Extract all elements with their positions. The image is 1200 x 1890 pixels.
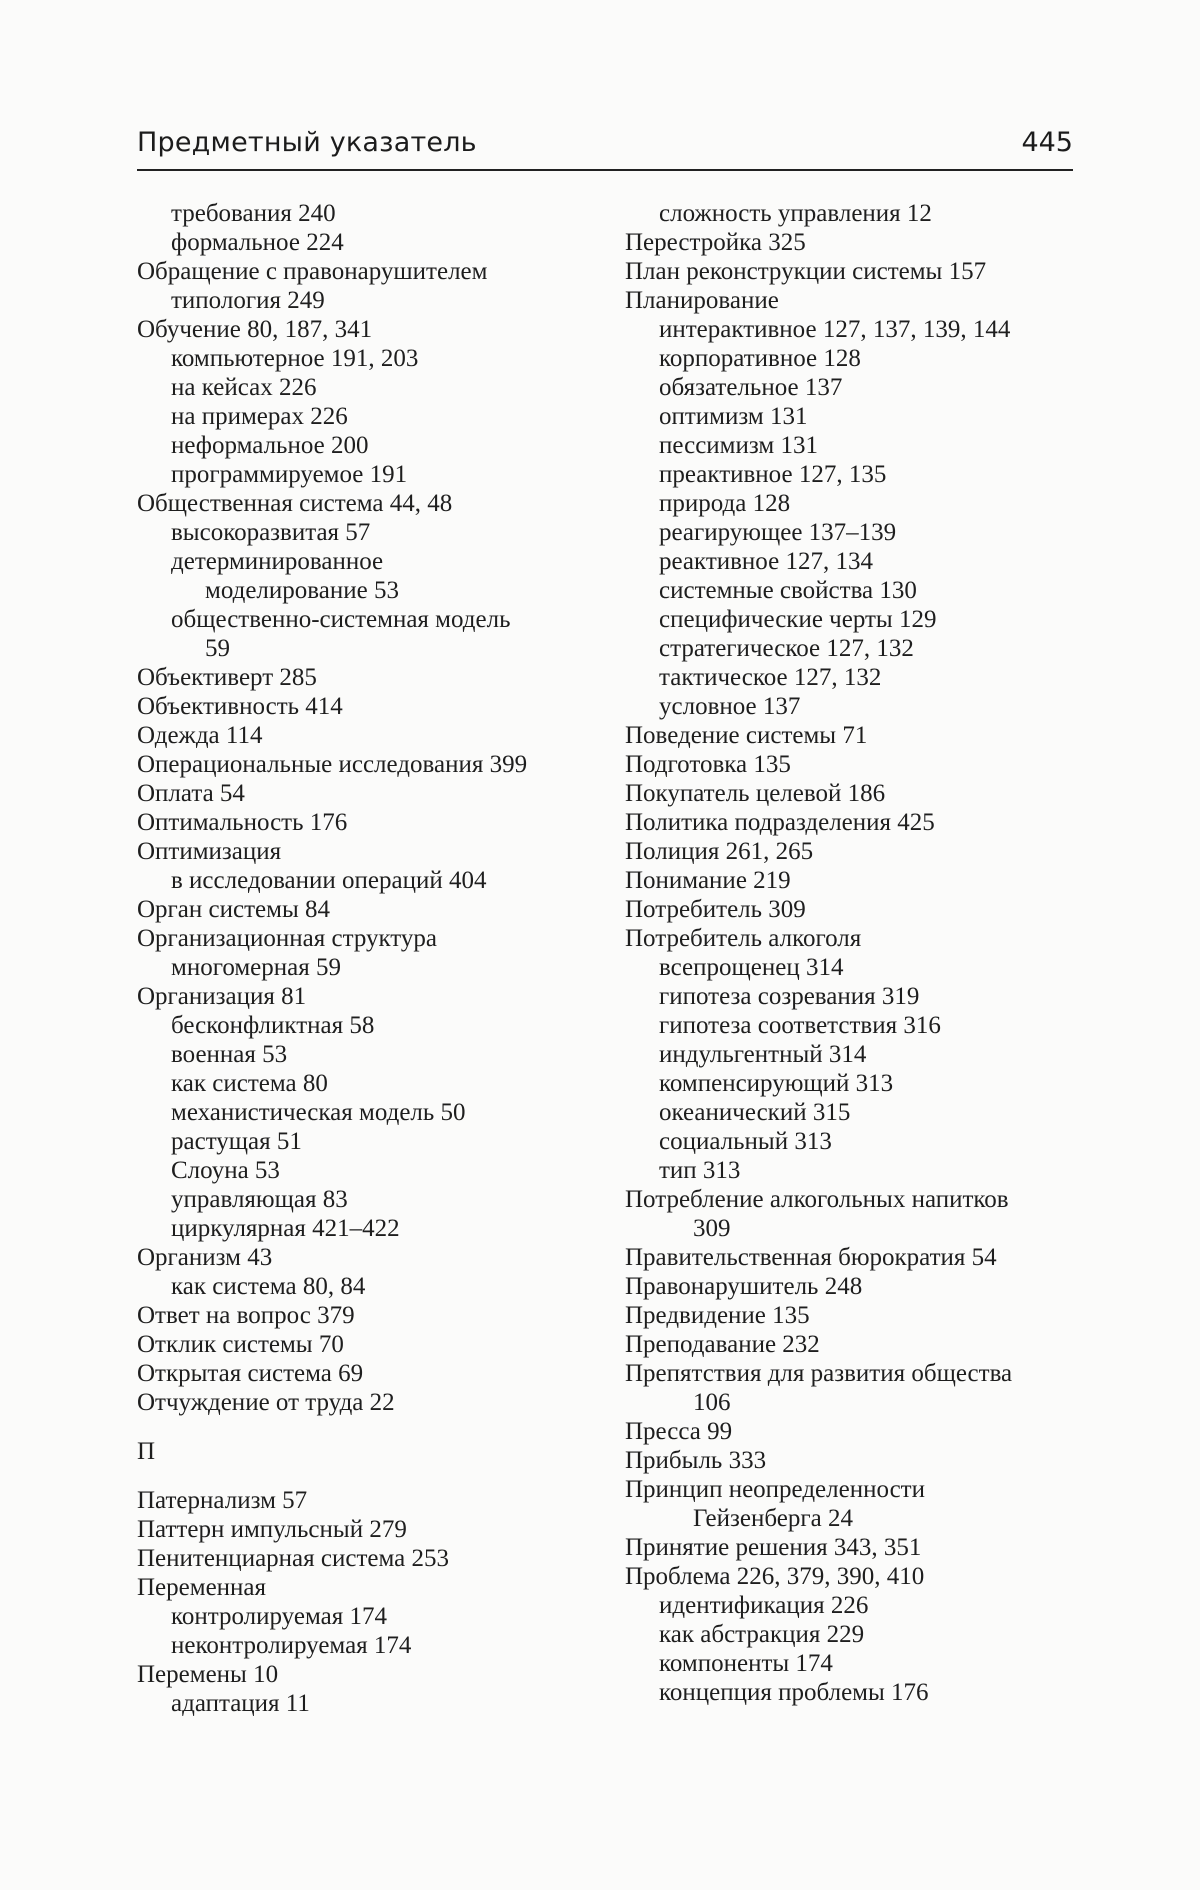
index-subentry: контролируемая 174 bbox=[171, 1603, 387, 1630]
index-subentry: в исследовании операций 404 bbox=[171, 867, 487, 894]
index-subentry: Гейзенберга 24 bbox=[693, 1505, 853, 1532]
index-entry: Объективерт 285 bbox=[137, 664, 317, 691]
index-column-right bbox=[625, 199, 1085, 1707]
index-entry: Потребление алкогольных напитков bbox=[625, 1186, 1009, 1213]
index-subentry: идентификация 226 bbox=[659, 1592, 869, 1619]
index-subentry: как абстракция 229 bbox=[659, 1621, 865, 1648]
letter-gap bbox=[137, 1417, 597, 1437]
index-entry: Оптимизация bbox=[137, 838, 282, 865]
index-subentry: природа 128 bbox=[659, 490, 791, 517]
index-subentry: управляющая 83 bbox=[171, 1186, 348, 1213]
index-entry: Политика подразделения 425 bbox=[625, 809, 935, 836]
index-entry: Принцип неопределенности bbox=[625, 1476, 925, 1503]
index-entry: Пресса 99 bbox=[625, 1418, 733, 1445]
letter-gap bbox=[137, 1466, 597, 1486]
index-subentry: обязательное 137 bbox=[659, 374, 843, 401]
index-subentry: на кейсах 226 bbox=[171, 374, 317, 401]
index-subentry: военная 53 bbox=[171, 1041, 288, 1068]
index-subentry: неформальное 200 bbox=[171, 432, 369, 459]
index-entry: Переменная bbox=[137, 1574, 267, 1601]
index-entry: Оплата 54 bbox=[137, 780, 245, 807]
index-entry: Прибыль 333 bbox=[625, 1447, 767, 1474]
index-entry: Обучение 80, 187, 341 bbox=[137, 316, 373, 343]
index-entry: Понимание 219 bbox=[625, 867, 791, 894]
index-subentry: на примерах 226 bbox=[171, 403, 348, 430]
index-subentry: 106 bbox=[693, 1389, 731, 1416]
index-entry: Предвидение 135 bbox=[625, 1302, 810, 1329]
index-subentry: адаптация 11 bbox=[171, 1690, 310, 1717]
index-entry: Ответ на вопрос 379 bbox=[137, 1302, 355, 1329]
index-entry: Организм 43 bbox=[137, 1244, 273, 1271]
index-subentry: высокоразвитая 57 bbox=[171, 519, 371, 546]
index-subentry: специфические черты 129 bbox=[659, 606, 937, 633]
index-subentry: моделирование 53 bbox=[205, 577, 399, 604]
index-subentry: как система 80, 84 bbox=[171, 1273, 366, 1300]
index-subentry: индульгентный 314 bbox=[659, 1041, 867, 1068]
index-subentry: реактивное 127, 134 bbox=[659, 548, 873, 575]
index-subentry: требования 240 bbox=[171, 200, 336, 227]
index-entry: Оптимальность 176 bbox=[137, 809, 348, 836]
index-entry: Объективность 414 bbox=[137, 693, 343, 720]
index-subentry: стратегическое 127, 132 bbox=[659, 635, 914, 662]
index-subentry: механистическая модель 50 bbox=[171, 1099, 466, 1126]
index-subentry: тип 313 bbox=[659, 1157, 741, 1184]
index-entry: Преподавание 232 bbox=[625, 1331, 820, 1358]
index-entry: Операциональные исследования 399 bbox=[137, 751, 528, 778]
index-subentry: детерминированное bbox=[171, 548, 384, 575]
index-entry: Подготовка 135 bbox=[625, 751, 791, 778]
index-entry: Организация 81 bbox=[137, 983, 307, 1010]
index-entry: Общественная система 44, 48 bbox=[137, 490, 453, 517]
index-subentry: многомерная 59 bbox=[171, 954, 341, 981]
page-header bbox=[137, 127, 1073, 171]
index-subentry: условное 137 bbox=[659, 693, 801, 720]
index-subentry: компьютерное 191, 203 bbox=[171, 345, 419, 372]
index-subentry: типология 249 bbox=[171, 287, 325, 314]
index-entry: Отклик системы 70 bbox=[137, 1331, 344, 1358]
index-subentry: растущая 51 bbox=[171, 1128, 302, 1155]
index-subentry: тактическое 127, 132 bbox=[659, 664, 882, 691]
index-entry: Полиция 261, 265 bbox=[625, 838, 814, 865]
index-subentry: корпоративное 128 bbox=[659, 345, 861, 372]
index-subentry: 59 bbox=[205, 635, 230, 662]
index-entry: Планирование bbox=[625, 287, 779, 314]
index-entry: Потребитель алкоголя bbox=[625, 925, 862, 952]
index-subentry: компоненты 174 bbox=[659, 1650, 833, 1677]
index-column-left bbox=[137, 199, 597, 1718]
index-entry: Препятствия для развития общества bbox=[625, 1360, 1013, 1387]
index-subentry: общественно-системная модель bbox=[171, 606, 511, 633]
index-subentry: неконтролируемая 174 bbox=[171, 1632, 412, 1659]
index-entry: Открытая система 69 bbox=[137, 1360, 364, 1387]
index-subentry: интерактивное 127, 137, 139, 144 bbox=[659, 316, 1011, 343]
index-subentry: гипотеза соответствия 316 bbox=[659, 1012, 941, 1039]
index-entry: Патернализм 57 bbox=[137, 1487, 308, 1514]
index-entry: Организационная структура bbox=[137, 925, 437, 952]
index-subentry: пессимизм 131 bbox=[659, 432, 818, 459]
index-subentry: компенсирующий 313 bbox=[659, 1070, 894, 1097]
index-subentry: всепрощенец 314 bbox=[659, 954, 844, 981]
index-subentry: реагирующее 137–139 bbox=[659, 519, 897, 546]
index-entry: Потребитель 309 bbox=[625, 896, 806, 923]
index-entry: Проблема 226, 379, 390, 410 bbox=[625, 1563, 925, 1590]
index-subentry: Слоуна 53 bbox=[171, 1157, 280, 1184]
index-entry: Пенитенциарная система 253 bbox=[137, 1545, 449, 1572]
index-subentry: программируемое 191 bbox=[171, 461, 408, 488]
index-entry: Отчуждение от труда 22 bbox=[137, 1389, 395, 1416]
index-subentry: сложность управления 12 bbox=[659, 200, 932, 227]
index-entry: Обращение с правонарушителем bbox=[137, 258, 488, 285]
index-subentry: оптимизм 131 bbox=[659, 403, 808, 430]
index-subentry: концепция проблемы 176 bbox=[659, 1679, 929, 1706]
index-entry: Перестройка 325 bbox=[625, 229, 806, 256]
index-entry: Принятие решения 343, 351 bbox=[625, 1534, 922, 1561]
index-entry: Правительственная бюрократия 54 bbox=[625, 1244, 997, 1271]
index-subentry: циркулярная 421–422 bbox=[171, 1215, 400, 1242]
index-subentry: преактивное 127, 135 bbox=[659, 461, 887, 488]
index-entry: Покупатель целевой 186 bbox=[625, 780, 886, 807]
index-entry: Перемены 10 bbox=[137, 1661, 279, 1688]
index-entry: Орган системы 84 bbox=[137, 896, 330, 923]
index-entry: Паттерн импульсный 279 bbox=[137, 1516, 407, 1543]
letter-heading: П bbox=[137, 1438, 156, 1465]
index-subentry: социальный 313 bbox=[659, 1128, 832, 1155]
index-subentry: 309 bbox=[693, 1215, 731, 1242]
running-title: Предметный указатель bbox=[137, 127, 477, 158]
index-entry: Поведение системы 71 bbox=[625, 722, 868, 749]
index-subentry: системные свойства 130 bbox=[659, 577, 917, 604]
index-entry: Одежда 114 bbox=[137, 722, 263, 749]
page-number: 445 bbox=[1021, 127, 1073, 158]
index-subentry: формальное 224 bbox=[171, 229, 344, 256]
index-entry: Правонарушитель 248 bbox=[625, 1273, 863, 1300]
index-subentry: океанический 315 bbox=[659, 1099, 851, 1126]
index-entry: План реконструкции системы 157 bbox=[625, 258, 987, 285]
index-subentry: бесконфликтная 58 bbox=[171, 1012, 375, 1039]
index-subentry: как система 80 bbox=[171, 1070, 328, 1097]
index-subentry: гипотеза созревания 319 bbox=[659, 983, 920, 1010]
